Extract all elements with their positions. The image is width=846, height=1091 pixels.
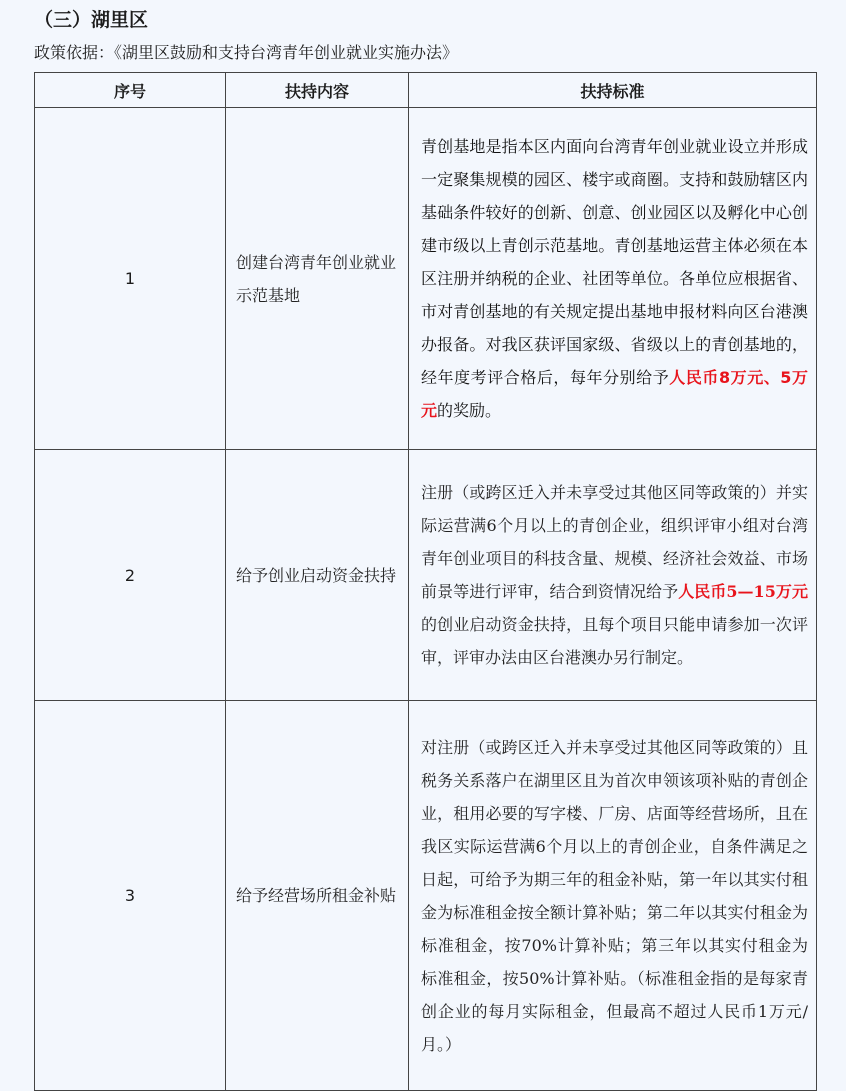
standard-text: 对注册（或跨区迁入并未享受过其他区同等政策的）且税务关系落户在湖里区且为首次申领该项补贴的青创企业，租用必要的写字楼、厂房、店面等经营场所，且在我区实际运营满6个月以上的青创企业，自条件满足之日起，可给予为期三年的租金补贴，第一年以其实付租金为标准租金按全额计算补贴；第二年以其实付租金为标准租金，按70%计算补贴；第三年以其实付租金为标准租金，按50%计算补贴。（标准租金指的是每家青创企业的每月实际租金，但最高不超过人民币1万元/月。） bbox=[421, 737, 808, 1054]
row-seq: 2 bbox=[35, 450, 226, 701]
section-title: （三）湖里区 bbox=[34, 9, 149, 31]
table-row bbox=[35, 450, 817, 701]
row-content: 创建台湾青年创业就业示范基地 bbox=[226, 108, 409, 450]
table-row bbox=[35, 701, 817, 1091]
policy-table bbox=[34, 72, 817, 1091]
row-standard bbox=[409, 450, 817, 701]
header-content: 扶持内容 bbox=[226, 73, 409, 108]
policy-basis-value: 《湖里区鼓励和支持台湾青年创业就业实施办法》 bbox=[114, 43, 459, 62]
standard-text: 青创基地是指本区内面向台湾青年创业就业设立并形成一定聚集规模的园区、楼宇或商圈。支持和鼓励辖区内基础条件较好的创新、创意、创业园区以及孵化中心创建市级以上青创示范基地。青创基地运营主体必须在本区注册并纳税的企业、社团等单位。各单位应根据省、市对青创基地的有关规定提出基地申报材料向区台港澳办报备。对我区获评国家级、省级以上的青创基地的，经年度考评合格后，每年分别给予 bbox=[421, 137, 808, 387]
header-standard: 扶持标准 bbox=[409, 73, 817, 108]
row-content: 给予经营场所租金补贴 bbox=[226, 701, 409, 1091]
standard-highlight: 人民币5—15万元 bbox=[678, 582, 808, 601]
row-standard bbox=[409, 701, 817, 1091]
standard-highlight: 人民币8万元、5万元 bbox=[421, 368, 808, 420]
row-standard bbox=[409, 108, 817, 450]
row-seq: 1 bbox=[35, 108, 226, 450]
standard-text: 注册（或跨区迁入并未享受过其他区同等政策的）并实际运营满6个月以上的青创企业，组织评审小组对台湾青年创业项目的科技含量、规模、经济社会效益、市场前景等进行评审，结合到资情况给予 bbox=[421, 483, 808, 601]
table-header-row bbox=[35, 73, 817, 108]
policy-basis-label: 政策依据： bbox=[34, 43, 115, 62]
policy-basis bbox=[34, 40, 458, 66]
header-seq: 序号 bbox=[35, 73, 226, 108]
standard-text-end: 的创业启动资金扶持，且每个项目只能申请参加一次评审，评审办法由区台港澳办另行制定。 bbox=[421, 615, 808, 667]
standard-text-end: 的奖励。 bbox=[437, 401, 502, 420]
row-seq: 3 bbox=[35, 701, 226, 1091]
row-content: 给予创业启动资金扶持 bbox=[226, 450, 409, 701]
table-row bbox=[35, 108, 817, 450]
